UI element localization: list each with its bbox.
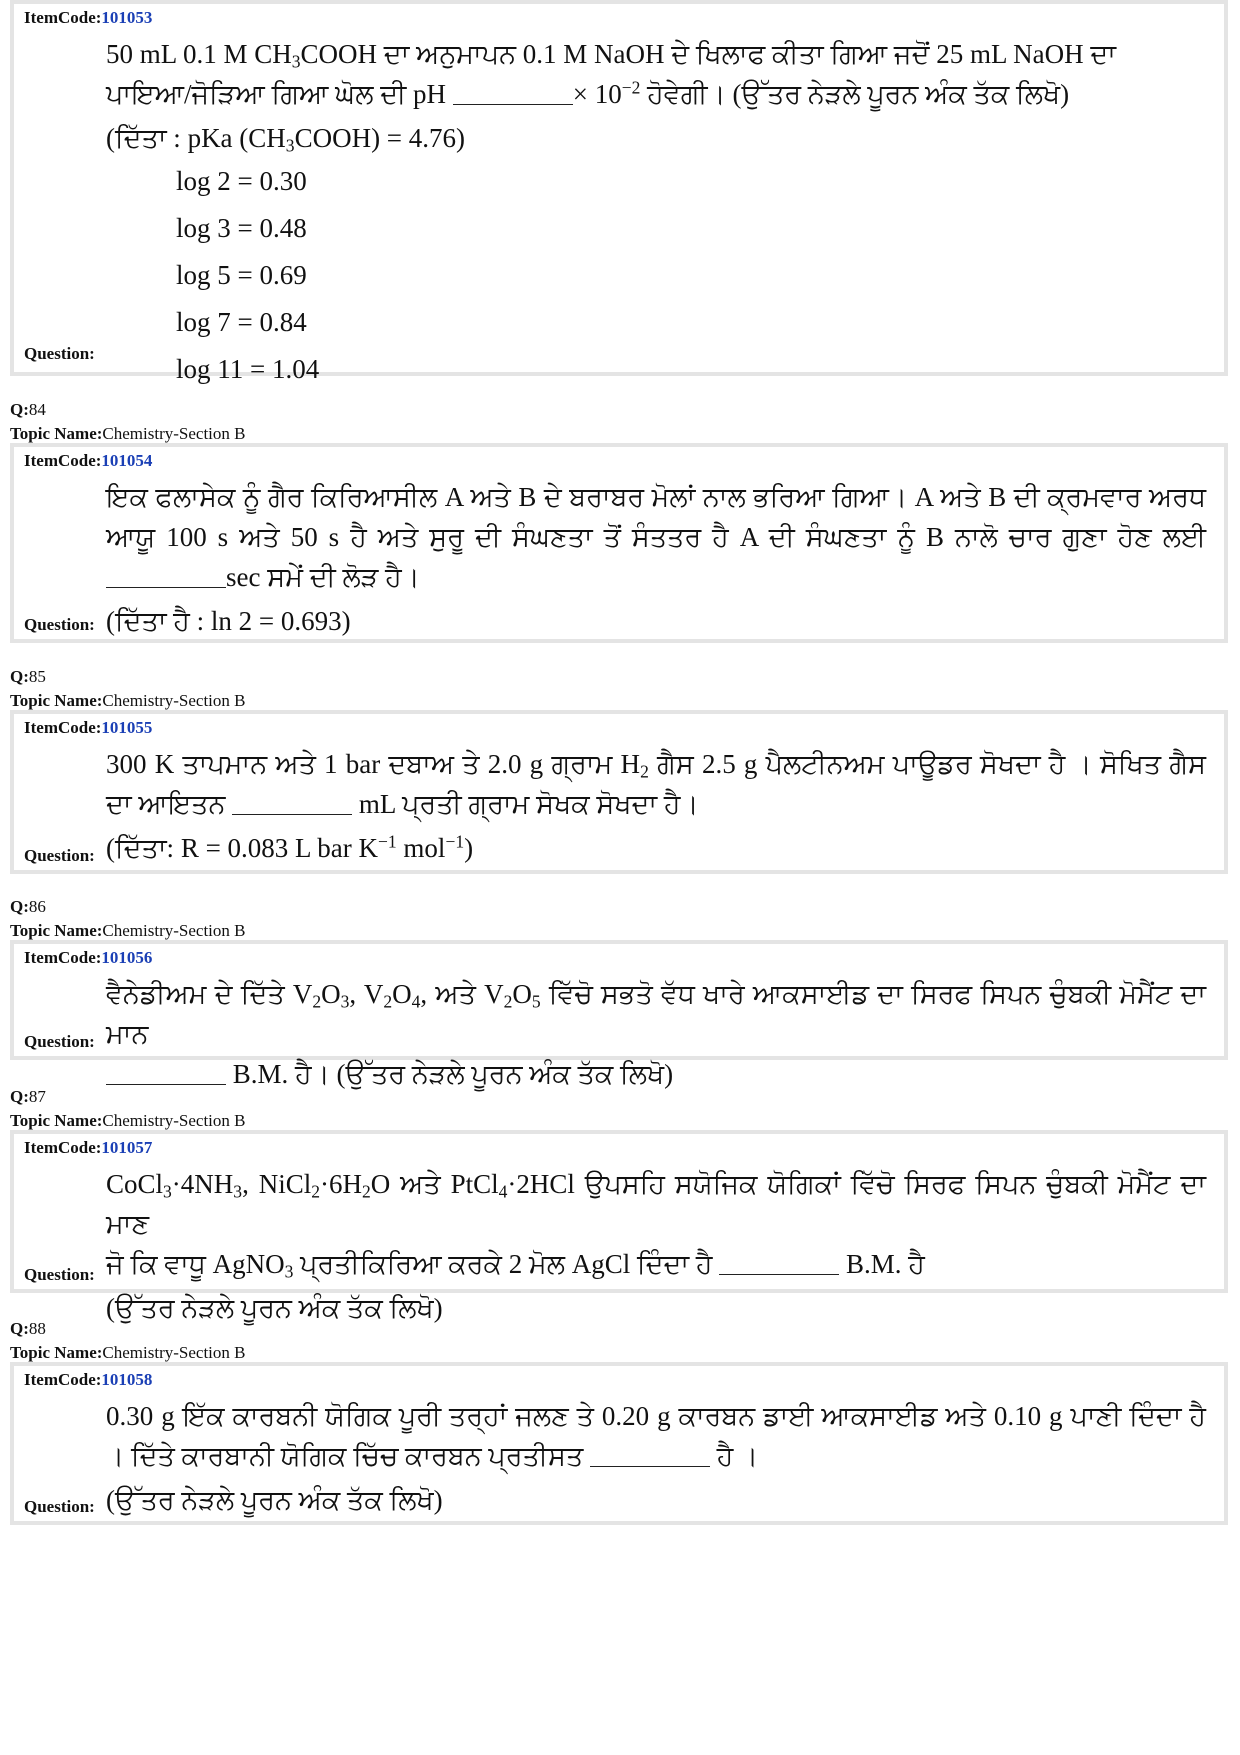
question-header-88: Q:88 Topic Name:Chemistry-Section B bbox=[10, 1319, 246, 1362]
item-code-value: 101055 bbox=[101, 718, 153, 737]
question-line: ਵੈਨੇਡੀਅਮ ਦੇ ਦਿੱਤੇ $V_2O_3$, $V_2O_4$, ਅਤੇ $V_2O_5$ ਵਿੱਚੋ ਸਭਤੋ ਵੱਧ ਖਾਰੇ ਆਕਸਾਈਡ ਦਾ ਸਿਰਫ ਸਿਪਨ ਚੁੰਬਕੀ ਮੋਮੈਂਟ ਦਾ ਮਾਨ bbox=[106, 979, 1207, 1049]
question-line: ਜੋ ਕਿ ਵਾਧੂ AgNO$_3$ ਪ੍ਰਤੀਕਿਰਿਆ ਕਰਕੇ 2 ਮੋਲ AgCl ਦਿੰਦਾ ਹੈ B.M. ਹੈ bbox=[106, 1249, 925, 1282]
question-box-85 bbox=[10, 710, 1228, 874]
log-values bbox=[176, 158, 1206, 393]
topic-name: Chemistry-Section B bbox=[102, 921, 246, 940]
question-line: 50 mL 0.1 M $CH_3COOH$ ਦਾ ਅਨੁਮਾਪਨ 0.1 M NaOH ਦੇ ਖਿਲਾਫ ਕੀਤਾ ਗਿਆ ਜਦੋਂ 25 mL NaOH ਦਾ bbox=[106, 39, 1117, 72]
question-box-88 bbox=[10, 1362, 1228, 1525]
question-label: Question: bbox=[24, 344, 95, 363]
question-label: Question: bbox=[24, 1265, 95, 1284]
given-data: (ਉੱਤਰ ਨੇੜਲੇ ਪੂਰਨ ਅੰਕ ਤੱਕ ਲਿਖੋ) bbox=[106, 1293, 443, 1323]
log-value: log 5 = 0.69 bbox=[176, 260, 307, 290]
item-code-row: ItemCode:101054 bbox=[24, 451, 153, 470]
question-box-83 bbox=[10, 0, 1228, 384]
item-code-value: 101058 bbox=[101, 1370, 153, 1389]
question-line: $CoCl_3\cdot 4NH_3$, $NiCl_2\cdot 6H_2O$ ਅਤੇ PtCl$_4$·2HCl ਉਪਸਹਿ ਸਯੋਜਿਕ ਯੋਗਿਕਾਂ ਵਿੱਚੋ ਸਿਰਫ ਸਿਪਨ ਚੁੰਬਕੀ ਮੋਮੈਂਟ ਦਾ ਮਾਣ bbox=[106, 1169, 1206, 1239]
answer-blank[interactable] bbox=[106, 561, 226, 588]
question-header-87: Q:87 Topic Name:Chemistry-Section B bbox=[10, 1087, 246, 1130]
item-code-row: ItemCode:101056 bbox=[24, 948, 153, 967]
given-data: (ਦਿੱਤਾ : pKa $(CH_3COOH) = 4.76$) bbox=[106, 123, 466, 156]
question-header-85: Q:85 Topic Name:Chemistry-Section B bbox=[10, 667, 246, 710]
item-code-value: 101056 bbox=[101, 948, 153, 967]
log-value: log 2 = 0.30 bbox=[176, 166, 307, 196]
question-number: 85 bbox=[28, 667, 46, 686]
answer-blank[interactable] bbox=[106, 1058, 226, 1085]
question-number: 84 bbox=[28, 400, 46, 419]
question-number: 86 bbox=[28, 897, 46, 916]
question-box-87 bbox=[10, 1130, 1228, 1323]
answer-blank[interactable] bbox=[453, 78, 573, 105]
question-box-84 bbox=[10, 443, 1228, 643]
topic-name: Chemistry-Section B bbox=[102, 1111, 246, 1130]
answer-blank[interactable] bbox=[719, 1248, 839, 1275]
given-data: (ਦਿੱਤਾ ਹੈ : ln 2 = 0.693) bbox=[106, 606, 351, 636]
answer-blank[interactable] bbox=[232, 788, 352, 815]
question-header-86: Q:86 Topic Name:Chemistry-Section B bbox=[10, 897, 246, 940]
question-text bbox=[106, 974, 1206, 1094]
question-line: 300 K ਤਾਪਮਾਨ ਅਤੇ 1 bar ਦਬਾਅ ਤੇ 2.0 g ਗ੍ਰਾਮ $H_2$ ਗੈਸ 2.5 g ਪੈਲਟੀਨਅਮ ਪਾਊਡਰ ਸੋਖਦਾ ਹੈ । ਸੋਖਿਤ ਗੈਸ ਦਾ ਆਇਤਨ mL ਪ੍ਰਤੀ ਗ੍ਰਾਮ ਸੋਖਕ ਸੋਖਦਾ ਹੈ। bbox=[106, 749, 1206, 819]
question-line: B.M. ਹੈ। (ਉੱਤਰ ਨੇੜਲੇ ਪੂਰਨ ਅੰਕ ਤੱਕ ਲਿਖੋ) bbox=[106, 1054, 1206, 1094]
item-code-label: ItemCode: bbox=[24, 8, 102, 27]
question-label: Question: bbox=[24, 1497, 95, 1516]
question-text bbox=[106, 34, 1206, 393]
question-number: 87 bbox=[28, 1087, 46, 1106]
topic-name: Chemistry-Section B bbox=[102, 1343, 246, 1362]
item-code-row: ItemCode:101057 bbox=[24, 1138, 153, 1157]
question-label: Question: bbox=[24, 1032, 95, 1051]
item-code-value: 101054 bbox=[101, 451, 153, 470]
question-text bbox=[106, 1164, 1206, 1328]
log-value: log 7 = 0.84 bbox=[176, 307, 307, 337]
given-data: (ਉੱਤਰ ਨੇੜਲੇ ਪੂਰਨ ਅੰਕ ਤੱਕ ਲਿਖੋ) bbox=[106, 1485, 443, 1515]
item-code-row: ItemCode:101055 bbox=[24, 718, 153, 737]
question-line: 0.30 g ਇੱਕ ਕਾਰਬਨੀ ਯੋਗਿਕ ਪੂਰੀ ਤਰ੍ਹਾਂ ਜਲਣ ਤੇ 0.20 g ਕਾਰਬਨ ਡਾਈ ਆਕਸਾਈਡ ਅਤੇ 0.10 g ਪਾਣੀ ਦਿੰਦਾ ਹੈ । ਦਿੱਤੇ ਕਾਰਬਾਨੀ ਯੋਗਿਕ ਚਿੱਚ ਕਾਰਬਨ ਪ੍ਰਤੀਸਤ ਹੈ । bbox=[106, 1401, 1206, 1471]
log-value: log 11 = 1.04 bbox=[176, 354, 320, 384]
item-code-value: 101053 bbox=[101, 8, 153, 27]
question-number: 88 bbox=[28, 1319, 46, 1338]
question-label: Question: bbox=[24, 846, 95, 865]
question-text bbox=[106, 744, 1206, 868]
question-text bbox=[106, 1396, 1206, 1520]
item-code-row bbox=[24, 8, 152, 28]
item-code-row: ItemCode:101058 bbox=[24, 1370, 153, 1389]
log-value: log 3 = 0.48 bbox=[176, 213, 307, 243]
topic-name: Chemistry-Section B bbox=[102, 424, 246, 443]
answer-blank[interactable] bbox=[590, 1440, 710, 1467]
given-data: (ਦਿੱਤਾ: R = 0.083 L bar $K^{-1}$ mol$^{-1}$) bbox=[106, 831, 474, 863]
question-box-86 bbox=[10, 940, 1228, 1089]
question-line: ਇਕ ਫਲਾਸੇਕ ਨੂੰ ਗੈਰ ਕਿਰਿਆਸੀਲ A ਅਤੇ B ਦੇ ਬਰਾਬਰ ਮੋਲਾਂ ਨਾਲ ਭਰਿਆ ਗਿਆ। A ਅਤੇ B ਦੀ ਕ੍ਰਮਵਾਰ ਅਰਧ ਆਯੂ 100 s ਅਤੇ 50 s ਹੈ ਅਤੇ ਸੁਰੂ ਦੀ ਸੰਘਣਤਾ ਤੋਂ ਸੰਤਤਰ ਹੈ A ਦੀ ਸੰਘਣਤਾ ਨੂੰ B ਨਾਲੋ ਚਾਰ ਗੁਣਾ ਹੋਣ ਲਈ sec ਸਮੇਂ ਦੀ ਲੋੜ ਹੈ। bbox=[106, 482, 1206, 592]
item-code-value: 101057 bbox=[101, 1138, 153, 1157]
topic-name: Chemistry-Section B bbox=[102, 691, 246, 710]
question-label: Question: bbox=[24, 615, 95, 634]
question-line: ਪਾਇਆ/ਜੋੜਿਆ ਗਿਆ ਘੋਲ ਦੀ pH × $10^{-2}$ ਹੋਵੇਗੀ। (ਉੱਤਰ ਨੇੜਲੇ ਪੂਰਨ ਅੰਕ ਤੱਕ ਲਿਖੋ) bbox=[106, 77, 1070, 109]
question-header-84: Q:84 Topic Name:Chemistry-Section B bbox=[10, 400, 246, 443]
question-text bbox=[106, 477, 1206, 641]
